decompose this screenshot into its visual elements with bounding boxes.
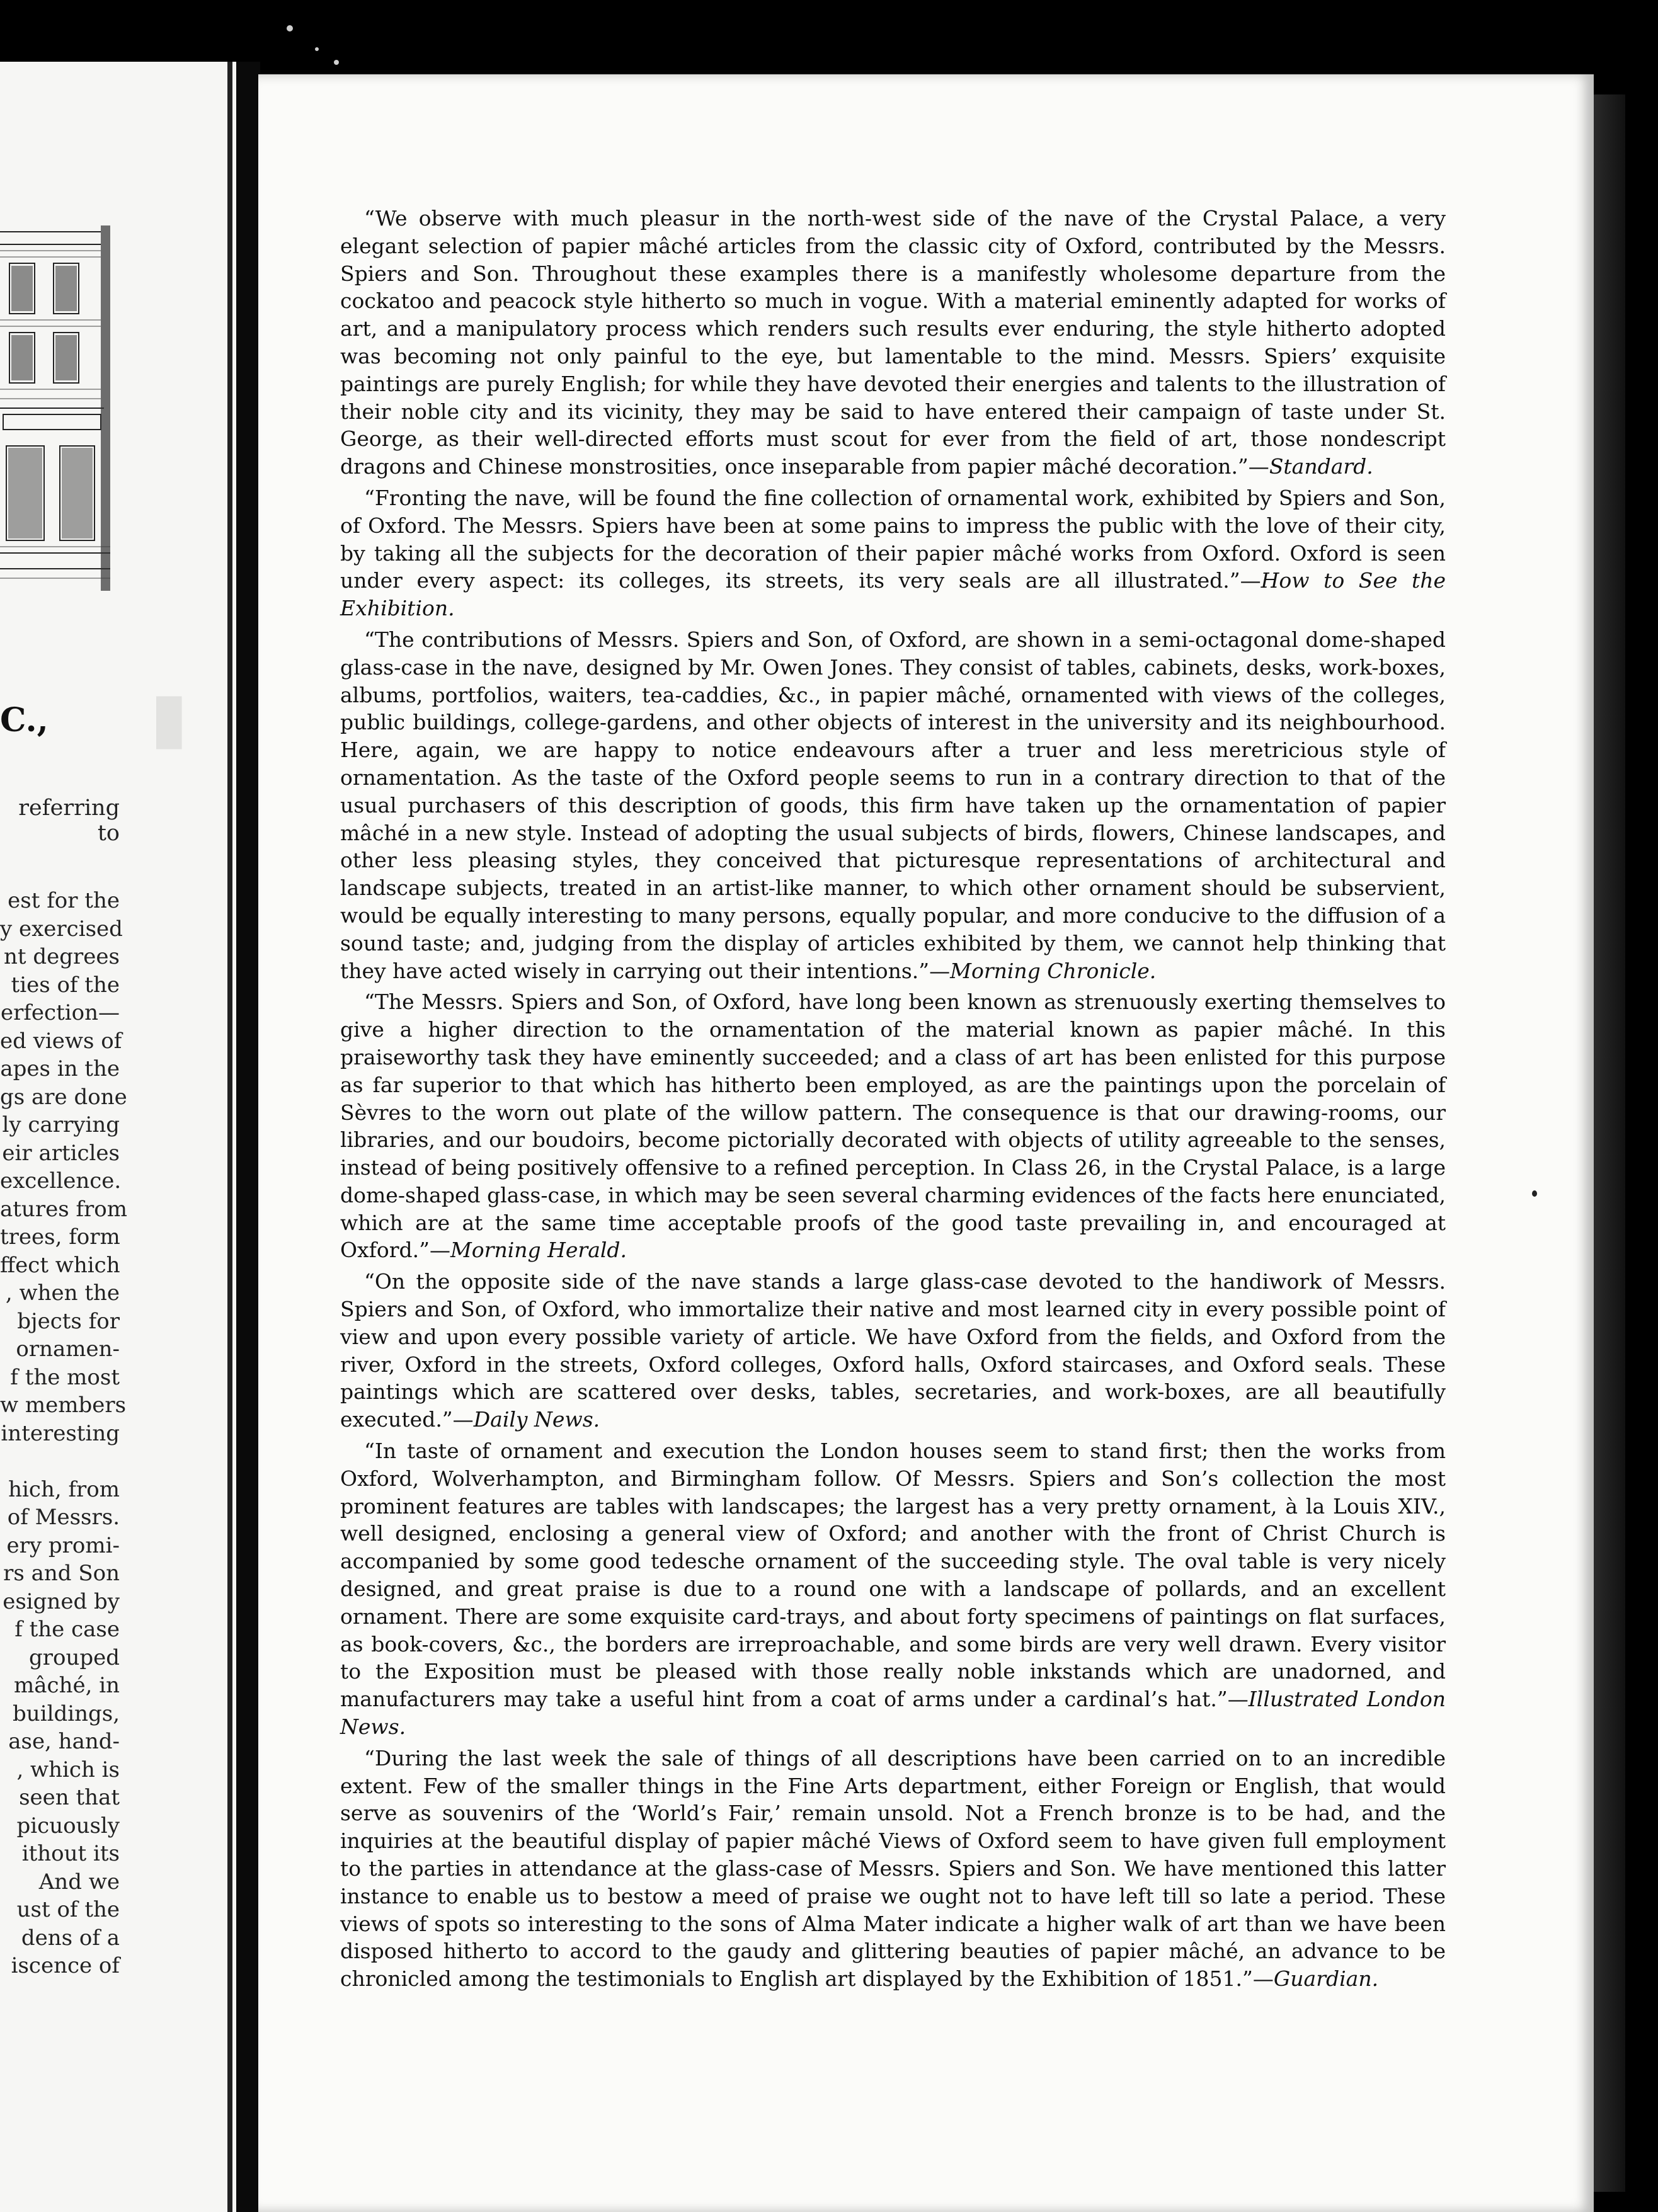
left-column-line: mâché, in — [14, 1673, 120, 1698]
paragraph-guardian — [340, 1745, 1446, 1993]
paragraph-source: Guardian. — [1273, 1966, 1379, 1992]
paragraph-illustrated-london-news — [340, 1437, 1446, 1741]
left-column-line: gs are done — [0, 1084, 127, 1110]
paragraph-morning-chronicle — [340, 626, 1446, 984]
left-column-line: ust of the — [16, 1897, 120, 1922]
scan-speck — [287, 25, 293, 31]
paragraph-body: “In taste of ornament and execution the London houses seem to stand first; then the works from Oxford, Wolverhampton, and Birmingham follow. Of Messrs. Spiers and Son’s collection the most prominent features are tables with landscapes; the largest has a very pretty ornament, à la Louis XIV., well designed, enclosing a general view of Oxford; and another with the front of Christ Church is accompanied by some good tedesche ornament of the succeeding style. The oval table is very nicely designed, and great praise is due to a round one with a landscape of pollards, and an excellent ornament. There are some exquisite card-trays, and about forty specimens of paintings on flat surfaces, as book-covers, &c., the borders are irreproachable, and some birds are very well drawn. Every visitor to the Exposition must be pleased with those really noble inkstands which are unadorned, and manufacturers may take a useful hint from a coat of arms under a cardinal’s hat.”— — [340, 1439, 1446, 1712]
page-right-shadow — [1594, 94, 1625, 2192]
left-column-line: iscence of — [11, 1953, 120, 1978]
paragraph-body: “The contributions of Messrs. Spiers and Son, of Oxford, are shown in a semi-octagonal dome-shaped glass-case in the nave, designed by Mr. Owen Jones. They consist of tables, cabinets, desks, work-boxes, albums, portfolios, waiters, tea-caddies, &c., in papier mâché, ornamented with views of the colleges, public buildings, college-gardens, and other objects of interest in the university and its neighbourhood. Here, again, we are happy to notice endeavours after a truer and less meretricious style of ornamentation. As the taste of the Oxford people seems to run in a contrary direction to that of the usual purchasers of this description of goods, this firm have taken up the ornamentation of papier mâché in a new style. Instead of adopting the usual subjects of birds, flowers, Chinese landscapes, and other less pleasing styles, they conceived that picturesque representations of architectural and landscape subjects, treated in an artist-like manner, to which other ornament should be subservient, would be equally interesting to many persons, equally popular, and more conducive to the diffusion of a sound taste; and, judging from the display of articles exhibited by them, we cannot help thinking that they have acted wisely in carrying out their intentions.”— — [340, 627, 1446, 983]
left-heading-fragment: C., — [0, 701, 49, 739]
left-column-line: buildings, — [13, 1701, 120, 1726]
scan-speck — [334, 60, 339, 65]
left-column-line: rs and Son — [3, 1561, 120, 1586]
left-column-line: w members — [0, 1393, 127, 1418]
left-column-line: ly carrying — [2, 1112, 120, 1137]
paragraph-source: How to See the Exhibition. — [340, 568, 1446, 621]
paragraph-body: “The Messrs. Spiers and Son, of Oxford, have long been known as strenuously exerting themselves to give a higher direction to the ornamentation of the material known as papier mâché. In this praiseworthy task they have eminently succeeded; and a class of art has been enlisted for this purpose as far superior to that which has hitherto been employed, as are the paintings upon the porcelain of Sèvres to the worn out plate of the willow pattern. The consequence is that our drawing-rooms, our libraries, and our boudoirs, become pictorially decorated with objects of utility agreeable to the senses, instead of being positively offensive to a refined perception. In Class 26, in the Crystal Palace, is a large dome-shaped glass-case, in which may be seen several charming evidences of the facts here enunciated, which are at the same time acceptable proofs of the good taste prevailing in, and encouraged at Oxford.”— — [340, 989, 1446, 1263]
left-column-line: And we — [38, 1869, 120, 1895]
left-column-line: of Messrs. — [7, 1505, 120, 1530]
press-extracts — [340, 205, 1446, 1997]
left-column-line: ery promi- — [6, 1532, 120, 1558]
left-column-line: ase, hand- — [8, 1729, 120, 1754]
paragraph-source: Illustrated London News. — [340, 1687, 1446, 1740]
paragraph-body: “We observe with much pleasur in the north-west side of the nave of the Crystal Palace, a very elegant selection of papier mâché articles from the classic city of Oxford, contributed by the Messrs. Spiers and Son. Throughout these examples there is a manifestly wholesome departure from the cockatoo and peacock style hitherto so much in vogue. With a material eminently adapted for works of art, and a manipulatory process which renders such results ever enduring, the style hitherto adopted was becoming not only painful to the eye, but lamentable to the mind. Messrs. Spiers’ exquisite paintings are purely English; for while they have devoted their energies and talents to the illustration of their noble city and its vicinity, they may be said to have entered their campaign of taste under St. George, as their well-directed efforts must scout for ever from the field of art, those nondescript dragons and Chinese monstrosities, once inseparable from papier mâché decoration.”— — [340, 206, 1446, 479]
left-column-line: interesting — [1, 1420, 120, 1446]
left-column-line: grouped — [28, 1645, 120, 1670]
paragraph-standard — [340, 205, 1446, 481]
left-column-lines — [0, 887, 128, 1980]
left-column-line: , which is — [16, 1757, 120, 1782]
paragraph-source: Standard. — [1269, 454, 1373, 479]
paragraph-source: Daily News. — [473, 1407, 600, 1432]
paragraph-source: Morning Chronicle. — [950, 958, 1157, 983]
left-page-edge — [227, 62, 232, 2212]
book-gutter — [236, 62, 260, 2212]
paragraph-source: Morning Herald. — [450, 1238, 627, 1263]
scan-speck — [1532, 1190, 1537, 1197]
left-facing-page — [0, 62, 236, 2212]
left-column-line: bjects for — [17, 1308, 120, 1334]
left-column-line: eir articles — [2, 1140, 120, 1166]
paragraph-daily-news — [340, 1268, 1446, 1434]
left-column-line: est for the — [8, 888, 120, 913]
scan-right-border — [1625, 94, 1658, 2192]
paragraph-how-to-see — [340, 484, 1446, 622]
left-column-line: dens of a — [21, 1925, 120, 1951]
left-column-line: ffect which — [0, 1252, 120, 1278]
left-referring-line: referring to — [18, 795, 120, 846]
left-column-line: f the most — [10, 1364, 120, 1390]
left-column-line: excellence. — [0, 1168, 122, 1194]
paragraph-morning-herald — [340, 988, 1446, 1264]
scan-speck — [315, 47, 319, 51]
left-column-line: trees, form — [0, 1224, 120, 1250]
left-column-line: y exercised — [0, 916, 123, 942]
left-column-line: hich, from — [8, 1476, 120, 1502]
left-column-line: ornamen- — [16, 1337, 120, 1362]
left-column-line: ithout its — [21, 1841, 120, 1866]
left-column-line: apes in the — [0, 1056, 120, 1081]
left-column-line: erfection— — [0, 1000, 120, 1025]
left-heading-ghost: ▮ — [150, 676, 190, 757]
paragraph-body: “On the opposite side of the nave stands a large glass-case devoted to the handiwork of Messrs. Spiers and Son, of Oxford, who immortalize their native and most learned city in every possible point of view and upon every possible variety of article. We have Oxford from the fields, and Oxford from the river, Oxford in the streets, Oxford colleges, Oxford halls, Oxford staircases, and Oxford seals. These paintings which are scattered over desks, tables, secretaries, and work-boxes, are all beautifully executed.”— — [340, 1269, 1446, 1432]
left-column-line: seen that — [19, 1785, 120, 1810]
left-column-line: picuously — [16, 1813, 120, 1839]
paragraph-body: “During the last week the sale of things of all descriptions have been carried on to an incredible extent. Few of the smaller things in the Fine Arts department, either Foreign or English, that would serve as souvenirs of the ‘World’s Fair,’ remain unsold. Not a French bronze is to be had, and the inquiries at the beautiful display of papier mâché Views of Oxford seem to have given full employment to the parties in attendance at the glass-case of Messrs. Spiers and Son. We have mentioned this latter instance to enable us to bestow a meed of praise we ought not to have left till so late a period. These views of spots so interesting to the sons of Alma Mater indicate a higher walk of art than we have been disposed hitherto to accord to the gaudy and glittering beauties of papier mâché, an advance to be chronicled among the testimonials to English art displayed by the Exhibition of 1851.”— — [340, 1745, 1446, 1992]
left-column-line: f the case — [14, 1617, 120, 1642]
building-engraving-fragment — [0, 225, 110, 591]
left-column-line: esigned by — [3, 1588, 120, 1614]
paragraph-body: “Fronting the nave, will be found the fine collection of ornamental work, exhibited by Spiers and Son, of Oxford. The Messrs. Spiers have been at some pains to impress the public with the love of their city, by taking all the subjects for the decoration of their papier mâché works from Oxford. Oxford is seen under every aspect: its colleges, its streets, its very seals are all illustrated.”— — [340, 485, 1446, 593]
left-column-line: , when the — [5, 1280, 120, 1306]
left-column-line — [0, 1447, 120, 1476]
left-column-line: nt degrees — [4, 944, 120, 969]
left-column-line: ed views of — [0, 1028, 122, 1054]
left-column-line: atures from — [0, 1196, 128, 1222]
left-column-line: ties of the — [11, 972, 120, 998]
